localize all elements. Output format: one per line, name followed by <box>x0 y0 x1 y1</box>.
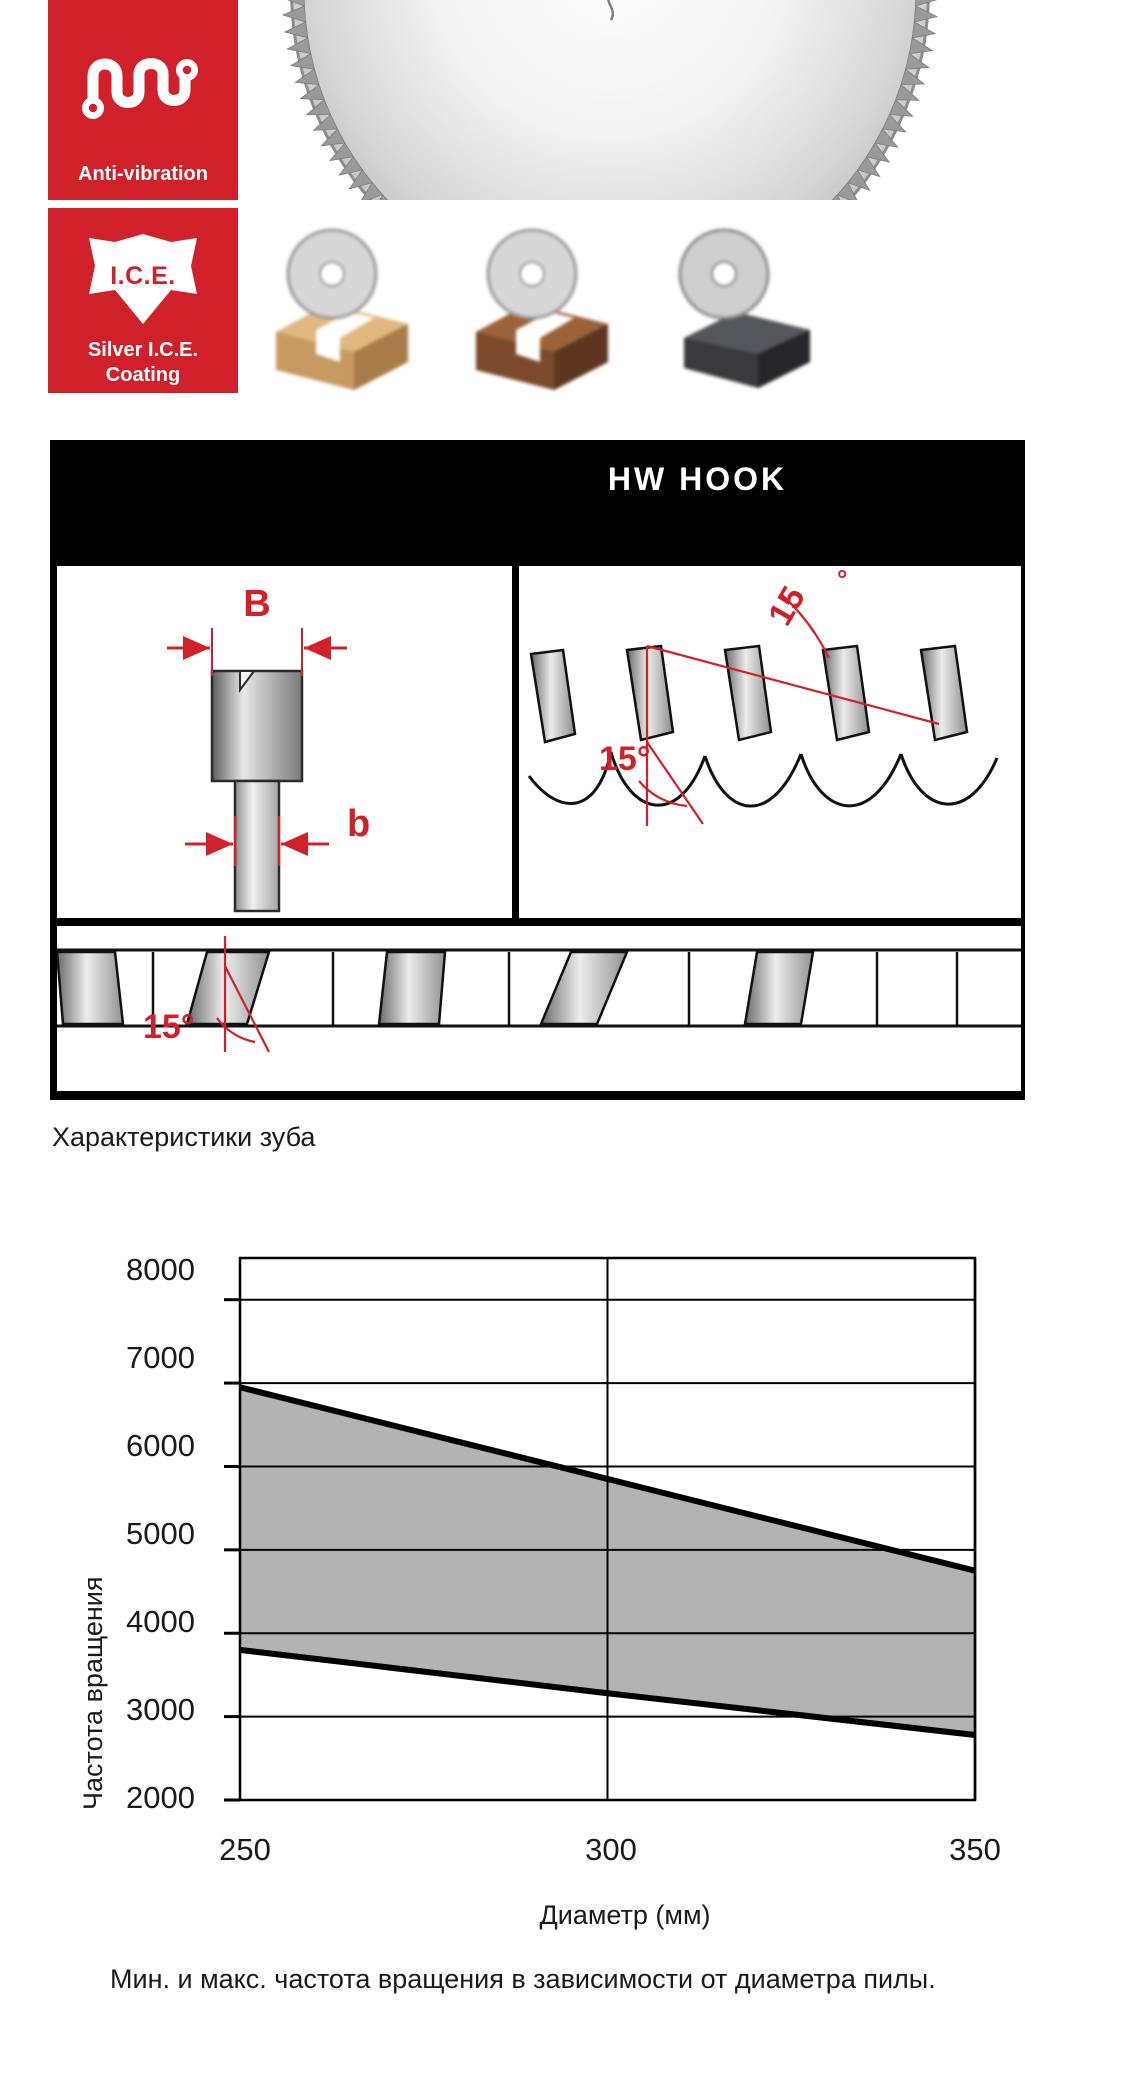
tooth-geometry-panel <box>50 440 1025 1100</box>
chart-ytick-2000: 2000 <box>126 1780 195 1815</box>
chart-xtick-350: 350 <box>949 1832 1001 1867</box>
saw-blade-teeth-icon <box>276 0 944 200</box>
tooth-bottom-view <box>57 926 1021 1091</box>
rotation-speed-chart <box>0 1210 1125 1950</box>
badge-silver-ice-label-line1: Silver I.C.E. <box>87 339 199 361</box>
wave-icon <box>79 46 207 120</box>
ice-badge-icon <box>87 232 199 326</box>
badge-silver-ice-coating <box>48 208 238 393</box>
chart-ylabel: Частота вращения <box>78 1576 108 1810</box>
chart-ytick-7000: 7000 <box>126 1340 195 1375</box>
chart-xtick-300: 300 <box>585 1832 637 1867</box>
chart-ytick-3000: 3000 <box>126 1692 195 1727</box>
svg-text:15: 15 <box>761 580 813 632</box>
svg-text:15°: 15° <box>599 740 651 778</box>
chart-xlabel: Диаметр (мм) <box>539 1900 711 1930</box>
badge-silver-ice-label-line2: Coating <box>105 364 181 386</box>
tooth-caption: Характеристики зуба <box>52 1122 316 1152</box>
svg-text:B: B <box>243 583 271 625</box>
material-thumb-wood <box>258 212 438 392</box>
material-thumb-mdf <box>458 212 638 392</box>
chart-ytick-5000: 5000 <box>126 1516 195 1551</box>
blade-arbor-mark-icon <box>596 0 626 22</box>
svg-text:°: ° <box>837 566 848 594</box>
tooth-side-view <box>519 566 1021 918</box>
badge-anti-vibration <box>48 0 238 200</box>
ice-badge-text: I.C.E. <box>110 262 176 290</box>
chart-plot-area <box>0 1210 1125 1950</box>
chart-ytick-8000: 8000 <box>126 1252 195 1287</box>
svg-text:15°: 15° <box>143 1008 195 1046</box>
tooth-geometry-title: HW HOOK <box>607 461 788 497</box>
chart-ytick-6000: 6000 <box>126 1428 195 1463</box>
chart-caption: Мин. и макс. частота вращения в зависимости от диаметра пилы. <box>110 1964 936 1994</box>
chart-ytick-4000: 4000 <box>126 1604 195 1639</box>
tooth-front-view <box>57 566 512 918</box>
badge-anti-vibration-label: Anti-vibration <box>78 163 208 185</box>
material-thumb-metal <box>658 212 838 392</box>
svg-text:b: b <box>347 803 371 845</box>
chart-xtick-250: 250 <box>219 1832 271 1867</box>
